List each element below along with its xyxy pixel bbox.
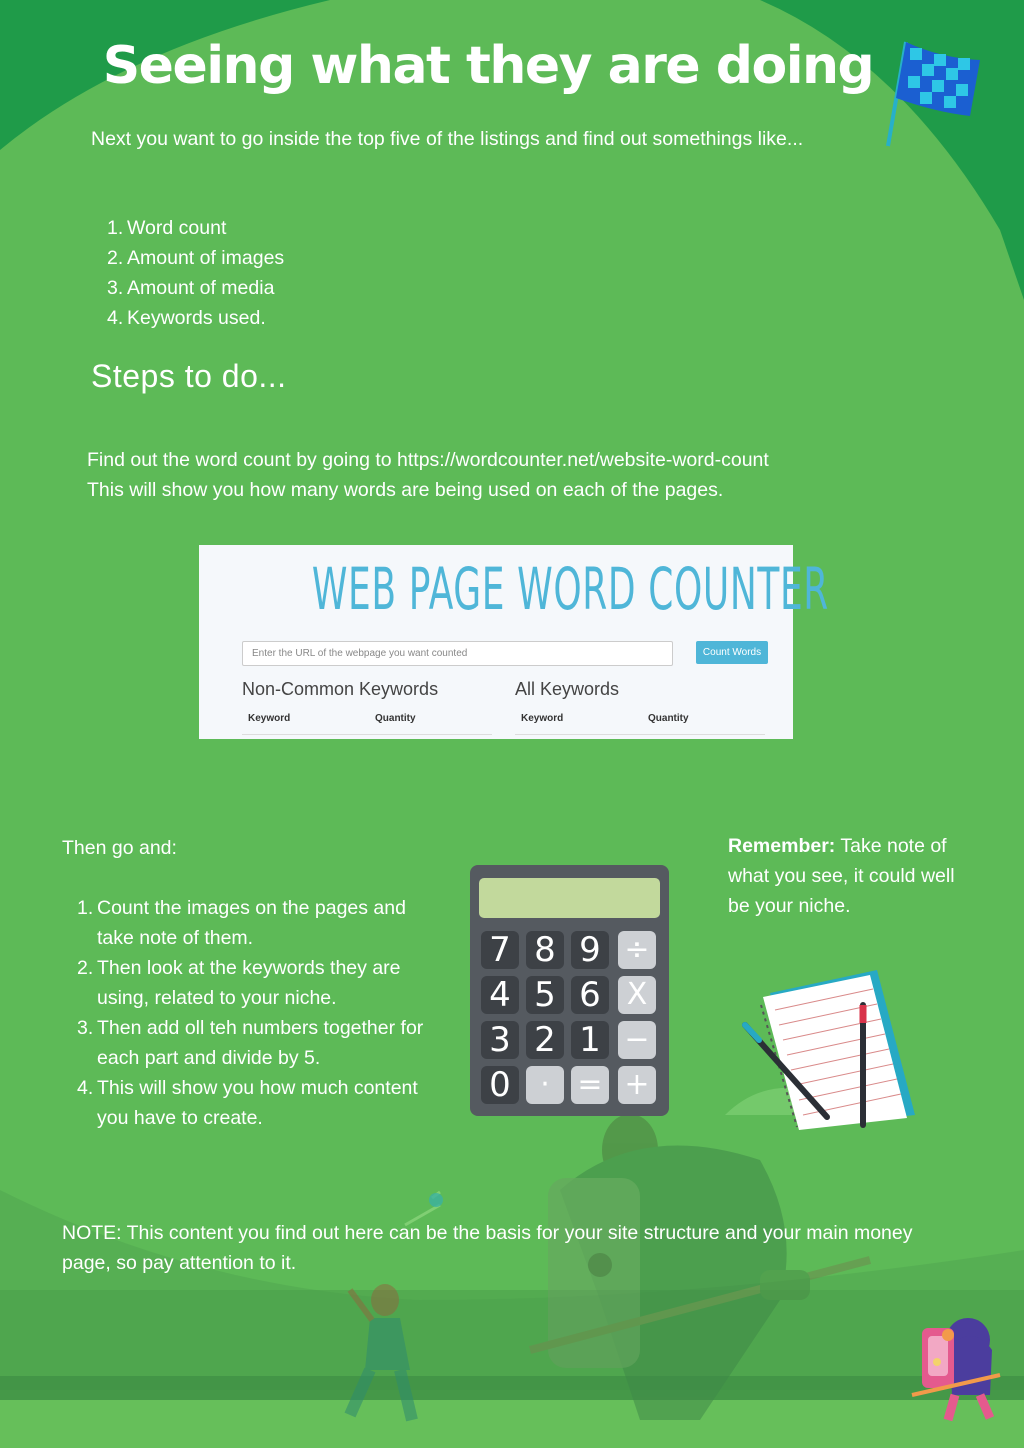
calc-key: ·: [526, 1066, 564, 1104]
notebook-icon: [735, 965, 920, 1135]
calculator-screen: [479, 878, 660, 918]
calc-key: ÷: [618, 931, 656, 969]
list-item: 4. This will show you how much content you have to create.: [77, 1077, 418, 1129]
list-item: 1. Word count: [107, 217, 227, 239]
quantity-column-header: Quantity: [648, 713, 689, 724]
then-steps-list: [77, 893, 427, 1133]
then-heading: Then go and:: [62, 837, 177, 859]
count-words-button[interactable]: Count Words: [696, 641, 768, 664]
keyword-column-header: Keyword: [521, 713, 564, 724]
calc-key: 6: [571, 976, 609, 1014]
divider: [515, 734, 765, 735]
calc-key: =: [571, 1066, 609, 1104]
calc-key: 7: [481, 931, 519, 969]
all-keywords-heading: All Keywords: [515, 679, 620, 699]
url-input[interactable]: Enter the URL of the webpage you want counted: [242, 641, 673, 666]
word-counter-screenshot: [199, 545, 829, 739]
calculator-icon: [470, 865, 669, 1116]
non-common-keywords-heading: Non-Common Keywords: [242, 679, 439, 699]
calc-key: 5: [526, 976, 564, 1014]
steps-heading: Steps to do...: [91, 358, 287, 394]
calc-key: 3: [481, 1021, 519, 1059]
calc-key: 0: [481, 1066, 519, 1104]
list-item: 2. Then look at the keywords they are using, related to your niche.: [77, 957, 401, 1009]
wordcount-line-1: Find out the word count by going to https://wordcounter.net/website-word-count: [87, 449, 769, 471]
calc-key: 9: [571, 931, 609, 969]
calc-key: X: [618, 976, 656, 1014]
checklist: [107, 213, 284, 333]
list-item: 3. Amount of media: [107, 277, 275, 299]
keyword-column-header: Keyword: [248, 713, 291, 724]
list-item: 2. Amount of images: [107, 247, 285, 269]
remember-note: Remember: Take note of what you see, it could well be your niche.: [728, 835, 955, 917]
calc-key: 1: [571, 1021, 609, 1059]
divider: [242, 734, 492, 735]
calc-key: +: [618, 1066, 656, 1104]
note-text: NOTE: This content you find out here can be the basis for your site structure and your main money page, so pay attention to it.: [62, 1222, 913, 1274]
page-title: Seeing what they are doing: [102, 36, 874, 96]
calc-key: 8: [526, 931, 564, 969]
list-item: 1. Count the images on the pages and take note of them.: [77, 897, 406, 949]
word-counter-title: WEB PAGE WORD COUNTER: [311, 555, 829, 623]
list-item: 4. Keywords used.: [107, 307, 266, 329]
quantity-column-header: Quantity: [375, 713, 416, 724]
wordcount-line-2: This will show you how many words are being used on each of the pages.: [87, 479, 724, 501]
calc-key: 4: [481, 976, 519, 1014]
calc-key: 2: [526, 1021, 564, 1059]
intro-text: Next you want to go inside the top five of the listings and find out somethings like...: [91, 128, 804, 150]
list-item: 3. Then add oll teh numbers together for each part and divide by 5.: [77, 1017, 424, 1069]
calc-key: −: [618, 1021, 656, 1059]
